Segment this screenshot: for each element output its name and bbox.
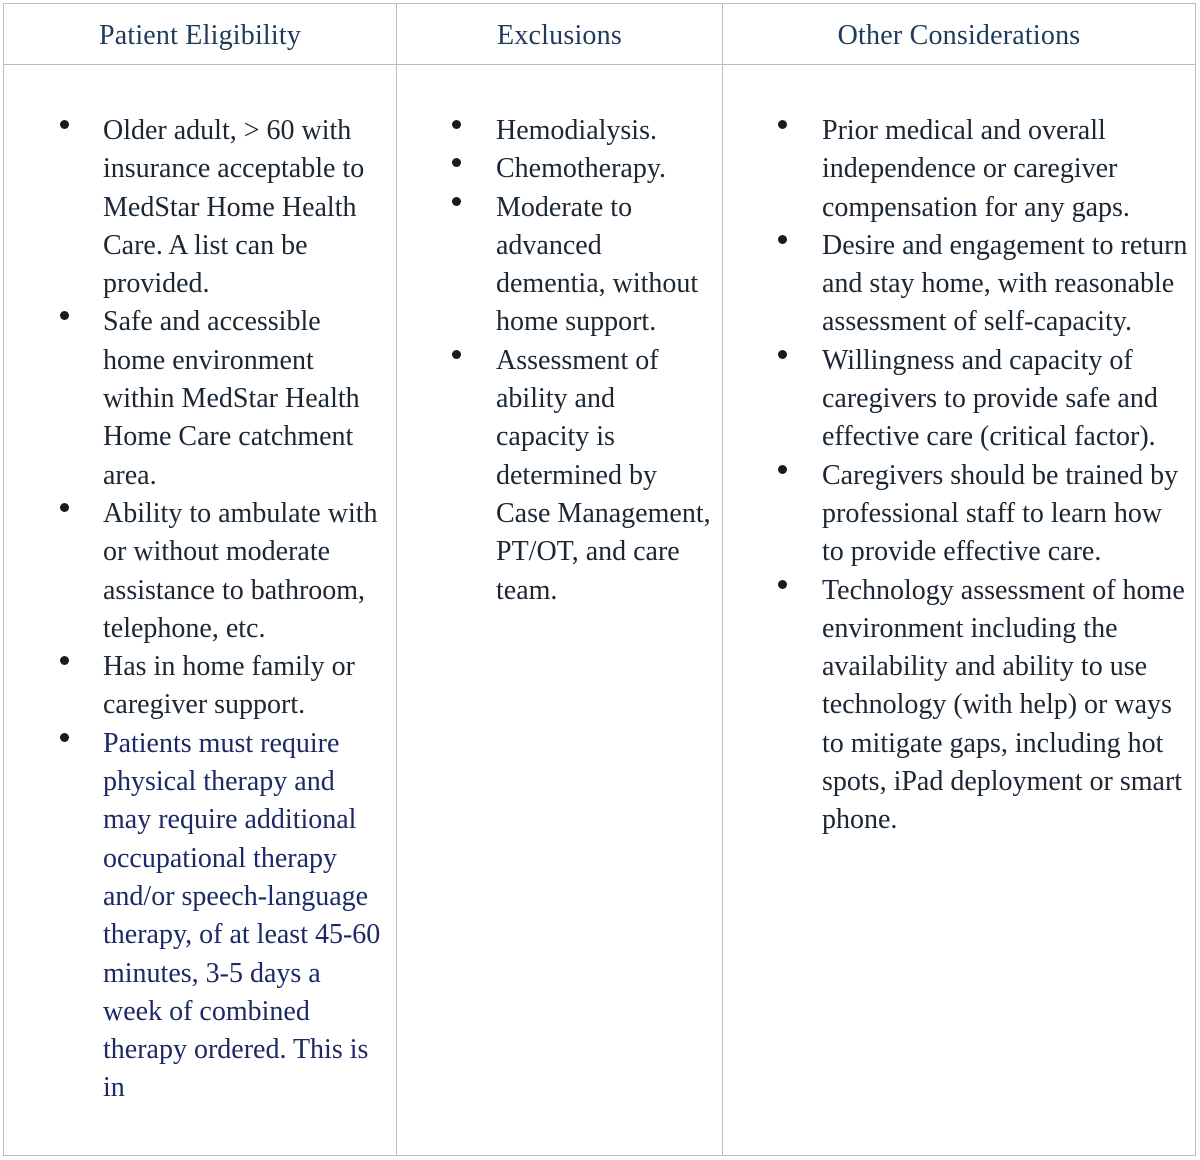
column-divider xyxy=(722,4,723,1155)
list-item xyxy=(60,725,385,1108)
bullet-icon xyxy=(60,656,69,665)
list-item-text: Caregivers should be trained by professional staff to learn how to provide effective care. xyxy=(822,459,1179,568)
bullet-icon xyxy=(778,120,787,129)
list-item xyxy=(778,342,1188,457)
list-item-text: Willingness and capacity of caregivers to provide safe and effective care (critical factor). xyxy=(822,344,1158,453)
list-item xyxy=(452,342,712,610)
list-item-text: Has in home family or caregiver support. xyxy=(103,651,355,721)
list-item-text: Patients must require physical therapy and may require additional occupational therapy and/or speech-language therapy, of at least 45-60 minutes, 3-5 days a week of combined therapy ordered. This is in xyxy=(103,727,381,1104)
exclusions-column xyxy=(452,112,712,610)
list-item xyxy=(452,112,712,150)
bullet-icon xyxy=(778,350,787,359)
list-item-text: Assessment of ability and capacity is determined by Case Management, PT/OT, and care team. xyxy=(496,344,711,606)
bullet-icon xyxy=(452,197,461,206)
other-considerations-column xyxy=(778,112,1188,840)
header-other-considerations: Other Considerations xyxy=(837,20,1081,51)
list-item-text: Chemotherapy. xyxy=(496,153,667,185)
list-item xyxy=(778,457,1188,572)
list-item-text: Technology assessment of home environment including the availability and ability to use technology (with help) or ways to mitigate gaps, including hot spots, iPad deployment or smart phone. xyxy=(822,574,1185,836)
patient-eligibility-list xyxy=(60,112,385,1108)
bullet-icon xyxy=(778,235,787,244)
patient-eligibility-column xyxy=(60,112,385,1108)
bullet-icon xyxy=(778,465,787,474)
header-patient-eligibility: Patient Eligibility xyxy=(98,20,302,51)
list-item xyxy=(60,112,385,303)
exclusions-list xyxy=(452,112,712,610)
bullet-icon xyxy=(60,311,69,320)
bullet-icon xyxy=(452,350,461,359)
list-item-text: Desire and engagement to return and stay home, with reasonable assessment of self-capacity. xyxy=(822,229,1188,338)
list-item-text: Moderate to advanced dementia, without home support. xyxy=(496,191,699,338)
list-item xyxy=(452,189,712,342)
list-item-text: Ability to ambulate with or without moderate assistance to bathroom, telephone, etc. xyxy=(103,497,378,644)
list-item-text: Older adult, > 60 with insurance acceptable to MedStar Home Health Care. A list can be provided. xyxy=(103,115,365,300)
bullet-icon xyxy=(452,158,461,167)
list-item xyxy=(778,227,1188,342)
list-item xyxy=(60,303,385,494)
list-item-text: Prior medical and overall independence or caregiver compensation for any gaps. xyxy=(822,115,1130,223)
list-item xyxy=(452,150,712,188)
bullet-icon xyxy=(60,503,69,512)
bullet-icon xyxy=(60,733,69,742)
bullet-icon xyxy=(778,580,787,589)
list-item xyxy=(778,112,1188,227)
list-item xyxy=(60,495,385,648)
list-item-text: Safe and accessible home environment within MedStar Health Home Care catchment area. xyxy=(103,306,360,491)
bullet-icon xyxy=(452,120,461,129)
list-item xyxy=(778,572,1188,840)
column-divider xyxy=(396,4,397,1155)
table-header-row xyxy=(4,4,1195,65)
header-exclusions: Exclusions xyxy=(497,20,622,51)
list-item xyxy=(60,648,385,725)
list-item-text: Hemodialysis. xyxy=(496,115,657,146)
bullet-icon xyxy=(60,120,69,129)
other-considerations-list xyxy=(778,112,1188,840)
